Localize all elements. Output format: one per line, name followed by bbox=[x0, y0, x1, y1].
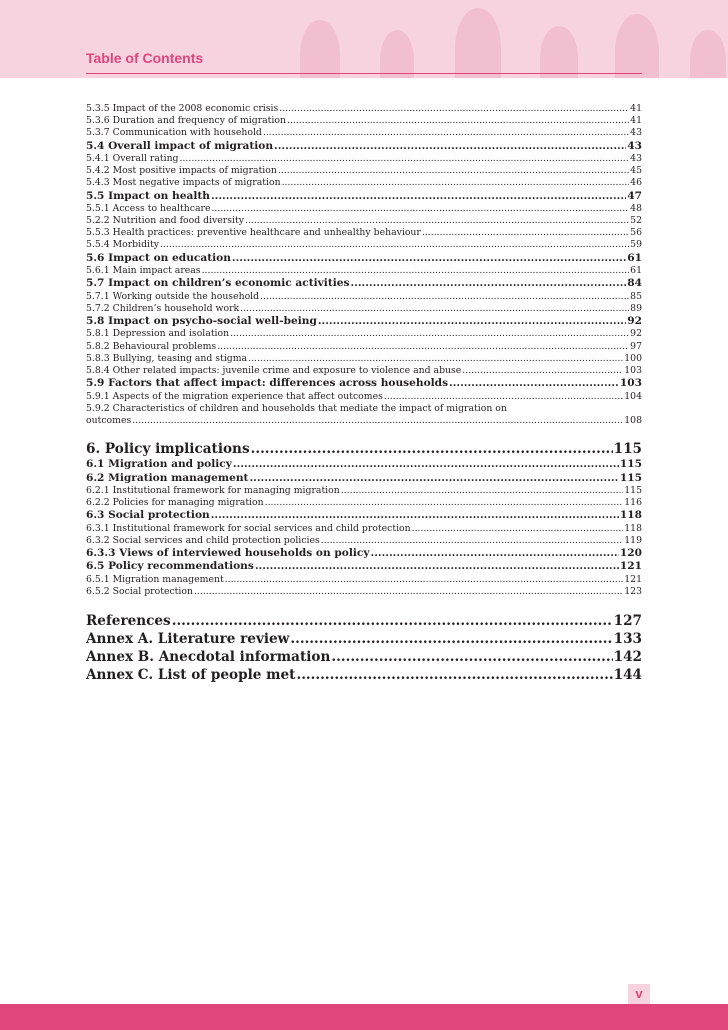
toc-section-entry[interactable] bbox=[86, 509, 642, 522]
toc-entry-title: Annex A. Literature review bbox=[86, 631, 290, 648]
toc-entry-title: 5.6.1 Main impact areas bbox=[86, 265, 201, 277]
dot-leader bbox=[449, 377, 619, 390]
silhouette-decoration bbox=[455, 8, 501, 78]
toc-entry-title: 5.5.4 Morbidity bbox=[86, 239, 160, 251]
toc-entry-page: 45 bbox=[630, 165, 642, 177]
toc-entry-title: 5.5.1 Access to healthcare bbox=[86, 202, 211, 214]
toc-entry-page: 100 bbox=[624, 352, 642, 364]
dot-leader bbox=[412, 523, 624, 535]
toc-entry-title: 5.5.3 Health practices: preventive healthcare and unhealthy behaviour bbox=[86, 227, 421, 239]
dot-leader bbox=[251, 440, 613, 458]
silhouette-decoration bbox=[380, 30, 414, 78]
toc-entry[interactable] bbox=[86, 165, 642, 177]
toc-entry-page: 108 bbox=[624, 414, 642, 426]
toc-entry[interactable] bbox=[86, 353, 642, 365]
toc-entry-page: 84 bbox=[627, 277, 642, 290]
toc-entry-title: 6.3.2 Social services and child protection policies bbox=[86, 534, 320, 546]
dot-leader bbox=[331, 648, 612, 666]
dot-leader bbox=[180, 153, 630, 165]
toc-entry-title: 5.7.1 Working outside the household bbox=[86, 290, 260, 302]
toc-entry[interactable] bbox=[86, 215, 642, 227]
toc-entry-title: 5.8.2 Behavioural problems bbox=[86, 340, 217, 352]
dot-leader bbox=[290, 630, 612, 648]
dot-leader bbox=[371, 547, 619, 560]
toc-section-entry[interactable] bbox=[86, 547, 642, 560]
dot-leader bbox=[282, 177, 630, 189]
toc-entry-page: 120 bbox=[619, 547, 642, 560]
toc-entry-page: 103 bbox=[619, 377, 642, 390]
toc-entry-page: 48 bbox=[630, 202, 642, 214]
toc-entry[interactable] bbox=[86, 574, 642, 586]
toc-section-entry[interactable] bbox=[86, 560, 642, 573]
dot-leader bbox=[217, 341, 629, 353]
table-of-contents bbox=[86, 103, 642, 684]
dot-leader bbox=[422, 227, 629, 239]
toc-spacer bbox=[86, 427, 642, 440]
toc-entry-title: 6.3.3 Views of interviewed households on policy bbox=[86, 547, 370, 560]
dot-leader bbox=[384, 391, 623, 403]
toc-section-entry[interactable] bbox=[86, 472, 642, 485]
toc-section-entry[interactable] bbox=[86, 190, 642, 203]
dot-leader bbox=[245, 215, 629, 227]
toc-entry-page: 43 bbox=[630, 152, 642, 164]
toc-entry-page: 142 bbox=[613, 649, 642, 666]
dot-leader bbox=[278, 165, 629, 177]
toc-entry-page: 97 bbox=[630, 340, 642, 352]
toc-entry[interactable] bbox=[86, 391, 642, 403]
toc-entry-page: 46 bbox=[630, 177, 642, 189]
toc-chapter-entry[interactable] bbox=[86, 630, 642, 648]
toc-entry-page: 61 bbox=[630, 265, 642, 277]
toc-section-entry[interactable] bbox=[86, 277, 642, 290]
toc-entry-page: 56 bbox=[630, 227, 642, 239]
toc-entry[interactable] bbox=[86, 153, 642, 165]
toc-entry-page: 133 bbox=[613, 631, 642, 648]
toc-entry-title: 5.7 Impact on children’s economic activities bbox=[86, 277, 350, 290]
toc-entry[interactable] bbox=[86, 523, 642, 535]
dot-leader bbox=[321, 535, 624, 547]
toc-entry-title: 5.4.1 Overall rating bbox=[86, 152, 179, 164]
toc-entry-title: 5.9.1 Aspects of the migration experience that affect outcomes bbox=[86, 390, 383, 402]
toc-entry[interactable] bbox=[86, 341, 642, 353]
toc-section-entry[interactable] bbox=[86, 377, 642, 390]
silhouette-decoration bbox=[540, 26, 578, 78]
toc-entry[interactable] bbox=[86, 203, 642, 215]
toc-entry-page: 119 bbox=[624, 534, 642, 546]
footer-band bbox=[0, 1004, 728, 1030]
toc-entry[interactable] bbox=[86, 265, 642, 277]
toc-entry-page: 118 bbox=[619, 509, 642, 522]
toc-entry-page: 127 bbox=[613, 613, 642, 630]
toc-entry-title: 6.2.2 Policies for managing migration bbox=[86, 497, 264, 509]
page-number: v bbox=[628, 984, 650, 1004]
page-title: Table of Contents bbox=[86, 50, 204, 66]
toc-entry-title: 5.3.5 Impact of the 2008 economic crisis bbox=[86, 103, 279, 114]
dot-leader bbox=[265, 497, 624, 509]
toc-entry-title: Annex C. List of people met bbox=[86, 667, 296, 684]
dot-leader bbox=[274, 140, 626, 153]
toc-entry-page: 47 bbox=[627, 189, 642, 202]
toc-entry-title: References bbox=[86, 613, 171, 630]
dot-leader bbox=[211, 509, 619, 522]
toc-entry[interactable] bbox=[86, 303, 642, 315]
toc-entry-title: Annex B. Anecdotal information bbox=[86, 649, 331, 666]
dot-leader bbox=[230, 328, 629, 340]
dot-leader bbox=[255, 560, 619, 573]
dot-leader bbox=[279, 103, 629, 115]
toc-entry-title: 6.5 Policy recommendations bbox=[86, 560, 254, 573]
toc-entry[interactable] bbox=[86, 586, 642, 598]
toc-entry-page: 121 bbox=[624, 573, 642, 585]
dot-leader bbox=[462, 365, 623, 377]
toc-entry-title: 6. Policy implications bbox=[86, 441, 250, 458]
toc-entry-title: 5.2.2 Nutrition and food diversity bbox=[86, 215, 244, 227]
toc-chapter-entry[interactable] bbox=[86, 648, 642, 666]
toc-entry-page: 89 bbox=[630, 302, 642, 314]
toc-entry-title: 5.8 Impact on psycho-social well-being bbox=[86, 315, 317, 327]
toc-entry-continuation bbox=[86, 415, 642, 427]
dot-leader bbox=[211, 190, 626, 203]
toc-entry[interactable] bbox=[86, 485, 642, 497]
toc-section-entry[interactable] bbox=[86, 458, 642, 471]
toc-entry-title: 6.1 Migration and policy bbox=[86, 458, 232, 471]
toc-entry[interactable] bbox=[86, 328, 642, 340]
toc-entry-page: 43 bbox=[627, 139, 642, 152]
toc-entry-title: 5.3.6 Duration and frequency of migration bbox=[86, 115, 286, 127]
silhouette-decoration bbox=[615, 14, 659, 78]
toc-entry-page: 115 bbox=[613, 441, 642, 458]
silhouette-decoration bbox=[300, 20, 340, 78]
toc-entry-title: 5.3.7 Communication with household bbox=[86, 127, 262, 139]
toc-entry-title: 6.3 Social protection bbox=[86, 509, 210, 522]
toc-chapter-entry[interactable] bbox=[86, 666, 642, 684]
toc-spacer bbox=[86, 598, 642, 612]
toc-entry-title: 6.3.1 Institutional framework for social services and child protection bbox=[86, 522, 411, 534]
toc-entry-title: 5.4 Overall impact of migration bbox=[86, 139, 274, 152]
toc-entry-title: 5.6 Impact on education bbox=[86, 251, 231, 264]
toc-entry-page: 52 bbox=[630, 215, 642, 227]
toc-entry-page: 118 bbox=[624, 522, 642, 534]
dot-leader bbox=[350, 277, 626, 290]
toc-entry[interactable] bbox=[86, 497, 642, 509]
dot-leader bbox=[232, 252, 626, 265]
toc-entry[interactable] bbox=[86, 403, 642, 427]
dot-leader bbox=[160, 239, 629, 251]
dot-leader bbox=[248, 353, 623, 365]
toc-entry-title: 6.2 Migration management bbox=[86, 471, 249, 484]
dot-leader bbox=[211, 203, 629, 215]
toc-entry-title: 5.4.2 Most positive impacts of migration bbox=[86, 165, 277, 177]
toc-entry[interactable] bbox=[86, 535, 642, 547]
toc-entry[interactable] bbox=[86, 365, 642, 377]
dot-leader bbox=[287, 115, 629, 127]
toc-section-entry[interactable] bbox=[86, 315, 642, 328]
toc-entry-title: 5.5 Impact on health bbox=[86, 189, 210, 202]
dot-leader bbox=[202, 265, 630, 277]
toc-entry-page: 123 bbox=[624, 586, 642, 597]
header-divider bbox=[86, 73, 642, 74]
dot-leader bbox=[260, 291, 629, 303]
toc-entry-page: 41 bbox=[630, 103, 642, 114]
dot-leader bbox=[318, 315, 626, 328]
dot-leader bbox=[132, 415, 623, 427]
toc-section-entry[interactable] bbox=[86, 140, 642, 153]
toc-entry[interactable] bbox=[86, 103, 642, 115]
toc-chapter-entry[interactable] bbox=[86, 440, 642, 458]
toc-entry-page: 103 bbox=[624, 364, 642, 376]
toc-entry[interactable] bbox=[86, 115, 642, 127]
dot-leader bbox=[296, 666, 612, 684]
toc-entry[interactable] bbox=[86, 291, 642, 303]
toc-entry-page: 85 bbox=[630, 290, 642, 302]
toc-entry-title: 6.5.2 Social protection bbox=[86, 586, 193, 597]
toc-entry-title: 5.7.2 Children’s household work bbox=[86, 302, 240, 314]
header-band bbox=[0, 0, 728, 78]
toc-entry-page: 104 bbox=[624, 390, 642, 402]
toc-entry-page: 92 bbox=[627, 315, 642, 327]
dot-leader bbox=[233, 458, 619, 471]
toc-entry-page: 43 bbox=[630, 127, 642, 139]
toc-entry[interactable] bbox=[86, 227, 642, 239]
dot-leader bbox=[263, 127, 629, 139]
toc-entry-page: 92 bbox=[630, 328, 642, 340]
dot-leader bbox=[194, 586, 623, 598]
toc-entry[interactable] bbox=[86, 239, 642, 251]
toc-entry-page: 115 bbox=[619, 458, 642, 471]
dot-leader bbox=[225, 574, 624, 586]
toc-entry-title: 5.9 Factors that affect impact: differences across households bbox=[86, 377, 449, 390]
toc-entry-title-cont: outcomes bbox=[86, 414, 132, 426]
toc-entry-title: 6.2.1 Institutional framework for managing migration bbox=[86, 484, 340, 496]
silhouette-decoration bbox=[690, 30, 726, 78]
toc-entry-page: 59 bbox=[630, 239, 642, 251]
toc-entry-title: 5.9.2 Characteristics of children and households that mediate the impact of migration on bbox=[86, 402, 507, 414]
toc-chapter-entry[interactable] bbox=[86, 612, 642, 630]
toc-section-entry[interactable] bbox=[86, 252, 642, 265]
toc-entry-title: 6.5.1 Migration management bbox=[86, 573, 224, 585]
toc-entry-page: 116 bbox=[624, 497, 642, 509]
toc-entry-title: 5.8.4 Other related impacts: juvenile crime and exposure to violence and abuse bbox=[86, 364, 462, 376]
toc-entry-title: 5.4.3 Most negative impacts of migration bbox=[86, 177, 281, 189]
dot-leader bbox=[240, 303, 629, 315]
toc-entry-page: 115 bbox=[624, 484, 642, 496]
toc-entry-page: 144 bbox=[613, 667, 642, 684]
toc-entry-title: 5.8.3 Bullying, teasing and stigma bbox=[86, 352, 248, 364]
toc-entry[interactable] bbox=[86, 127, 642, 139]
dot-leader bbox=[341, 485, 624, 497]
toc-entry-page: 61 bbox=[627, 251, 642, 264]
toc-entry-title: 5.8.1 Depression and isolation bbox=[86, 328, 230, 340]
toc-entry-page: 41 bbox=[630, 115, 642, 127]
dot-leader bbox=[172, 612, 613, 630]
toc-entry[interactable] bbox=[86, 177, 642, 189]
toc-entry-page: 121 bbox=[619, 560, 642, 573]
dot-leader bbox=[249, 472, 618, 485]
toc-entry-page: 115 bbox=[619, 471, 642, 484]
